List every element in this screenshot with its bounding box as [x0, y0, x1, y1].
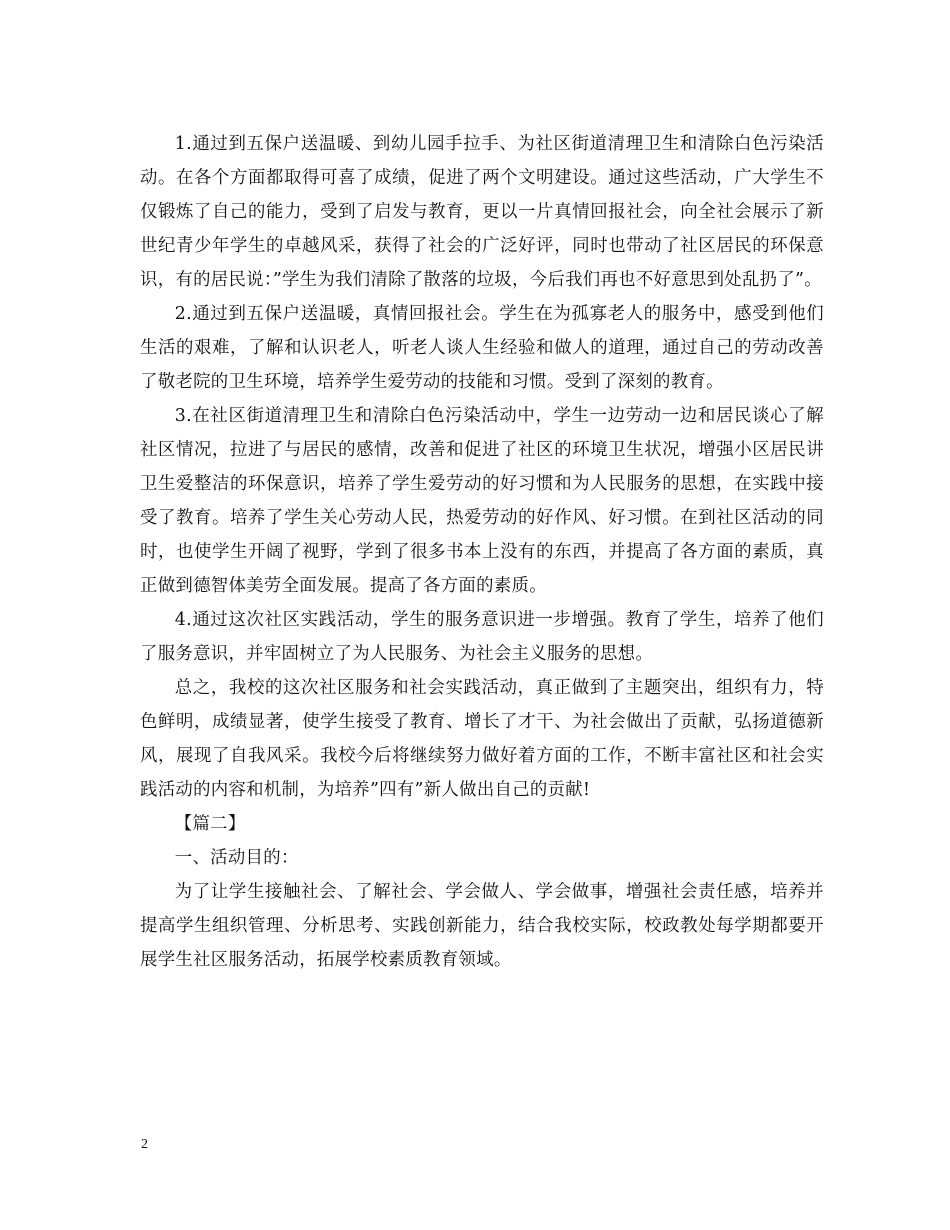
page-number: 2 [141, 1137, 148, 1152]
paragraph-item-3: 3.在社区街道清理卫生和清除白色污染活动中，学生一边劳动一边和居民谈心了解社区情况，拉进了与居民的感情，改善和促进了社区的环境卫生状况，增强小区居民讲卫生爱整洁的环保意识，培养了学生爱劳动的好习惯和为人民服务的思想，在实践中接受了教育。培养了学生关心劳动人民，热爱劳动的好作风、好习惯。在到社区活动的同时，也使学生开阔了视野，学到了很多书本上没有的东西，并提高了各方面的素质，真正做到德智体美劳全面发展。提高了各方面的素质。 [140, 406, 824, 596]
subheading-activity-purpose: 一、活动目的： [174, 848, 299, 868]
paragraph-activity-purpose: 为了让学生接触社会、了解社会、学会做人、学会做事，增强社会责任感，培养并提高学生组织管理、分析思考、实践创新能力，结合我校实际，校政教处每学期都要开展学生社区服务活动，拓展学校素质教育领域。 [140, 882, 824, 970]
section-heading-part-two: 【篇二】 [174, 814, 246, 834]
paragraph-item-1: 1.通过到五保户送温暖、到幼儿园手拉手、为社区街道清理卫生和清除白色污染活动。在各个方面都取得可喜了成绩，促进了两个文明建设。通过这些活动，广大学生不仅锻炼了自己的能力，受到了启发与教育，更以一片真情回报社会，向全社会展示了新世纪青少年学生的卓越风采，获得了社会的广泛好评，同时也带动了社区居民的环保意识，有的居民说：”学生为我们清除了散落的垃圾，今后我们再也不好意思到处乱扔了”。 [140, 134, 824, 290]
document-body [140, 127, 824, 977]
paragraph-item-2: 2.通过到五保户送温暖，真情回报社会。学生在为孤寡老人的服务中，感受到他们生活的艰难，了解和认识老人，听老人谈人生经验和做人的道理，通过自己的劳动改善了敬老院的卫生环境，培养学生爱劳动的技能和习惯。受到了深刻的教育。 [140, 304, 824, 392]
paragraph-item-4: 4.通过这次社区实践活动，学生的服务意识进一步增强。教育了学生，培养了他们了服务意识，并牢固树立了为人民服务、为社会主义服务的思想。 [140, 610, 824, 664]
paragraph-summary: 总之，我校的这次社区服务和社会实践活动，真正做到了主题突出，组织有力，特色鲜明，成绩显著，使学生接受了教育、增长了才干、为社会做出了贡献，弘扬道德新风，展现了自我风采。我校今后将继续努力做好着方面的工作，不断丰富社区和社会实践活动的内容和机制，为培养”四有”新人做出自己的贡献! [140, 678, 824, 800]
